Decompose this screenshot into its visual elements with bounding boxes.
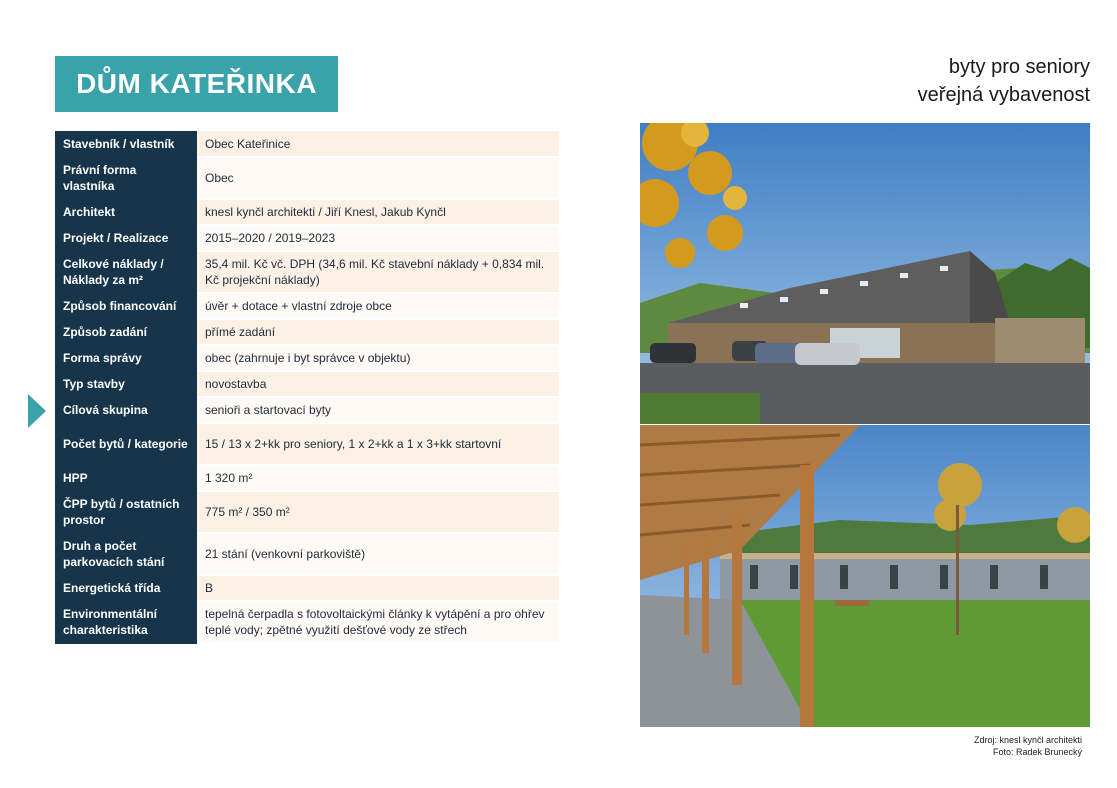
table-row [55, 293, 559, 319]
table-row [55, 345, 559, 371]
table-row [55, 423, 559, 465]
row-key: Stavebník / vlastník [55, 131, 197, 157]
row-key: Architekt [55, 199, 197, 225]
photo-credits [974, 734, 1082, 758]
row-key: Právní forma vlastníka [55, 157, 197, 199]
table-row [55, 157, 559, 199]
row-value: 35,4 mil. Kč vč. DPH (34,6 mil. Kč stavební náklady + 0,834 mil. Kč projekční náklady) [197, 251, 559, 293]
table-row [55, 397, 559, 423]
table-row [55, 319, 559, 345]
triangle-marker-icon [28, 394, 46, 428]
row-key: ČPP bytů / ostatních prostor [55, 491, 197, 533]
row-value: novostavba [197, 371, 559, 397]
row-value: úvěr + dotace + vlastní zdroje obce [197, 293, 559, 319]
row-value: 1 320 m² [197, 465, 559, 491]
table-row [55, 575, 559, 601]
row-key: Cílová skupina [55, 397, 197, 423]
table-row [55, 533, 559, 575]
table-row [55, 225, 559, 251]
courtyard-photo [640, 425, 1090, 727]
row-value: Obec Kateřinice [197, 131, 559, 157]
row-value: tepelná čerpadla s fotovoltaickými články k vytápění a pro ohřev teplé vody; zpětné využití dešťové vody ze střech [197, 601, 559, 643]
title-banner [55, 56, 338, 112]
row-key: Způsob financování [55, 293, 197, 319]
category-tags [918, 53, 1090, 109]
row-value: Obec [197, 157, 559, 199]
row-key: HPP [55, 465, 197, 491]
row-value: knesl kynčl architekti / Jiří Knesl, Jakub Kynčl [197, 199, 559, 225]
row-value: obec (zahrnuje i byt správce v objektu) [197, 345, 559, 371]
row-value: B [197, 575, 559, 601]
page-title: DŮM KATEŘINKA [76, 68, 317, 99]
row-value: přímé zadání [197, 319, 559, 345]
table-row [55, 465, 559, 491]
table-row [55, 199, 559, 225]
row-key: Celkové náklady / Náklady za m² [55, 251, 197, 293]
photo-credit: Foto: Radek Brunecký [992, 747, 1082, 757]
row-key: Způsob zadání [55, 319, 197, 345]
table-row [55, 371, 559, 397]
tag-line: veřejná vybavenost [917, 84, 1090, 106]
tag-line: byty pro seniory [948, 56, 1090, 78]
row-value: 21 stání (venkovní parkoviště) [197, 533, 559, 575]
row-value: 775 m² / 350 m² [197, 491, 559, 533]
row-key: Druh a počet parkovacích stání [55, 533, 197, 575]
row-key: Environmentální charakteristika [55, 601, 197, 643]
row-key: Forma správy [55, 345, 197, 371]
table-row [55, 131, 559, 157]
source-credit: Zdroj: knesl kynčl architekti [973, 735, 1082, 745]
table-row [55, 491, 559, 533]
row-key: Projekt / Realizace [55, 225, 197, 251]
row-key: Počet bytů / kategorie [55, 423, 197, 465]
row-value: 2015–2020 / 2019–2023 [197, 225, 559, 251]
row-key: Energetická třída [55, 575, 197, 601]
row-value: senioři a startovací byty [197, 397, 559, 423]
table-row [55, 601, 559, 643]
row-value: 15 / 13 x 2+kk pro seniory, 1 x 2+kk a 1 x 3+kk startovní [197, 423, 559, 465]
row-key: Typ stavby [55, 371, 197, 397]
table-row [55, 251, 559, 293]
info-table [55, 131, 559, 644]
exterior-photo [640, 123, 1090, 424]
